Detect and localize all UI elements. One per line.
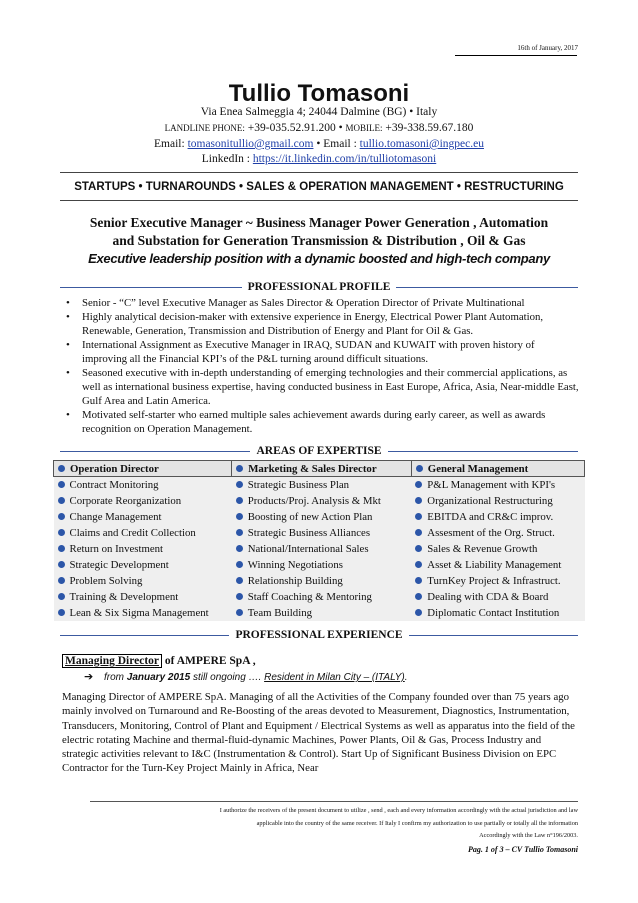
bullet-dot-icon: [58, 577, 65, 584]
table-cell: Return on Investment: [54, 541, 232, 557]
bullet-dot-icon: [58, 497, 65, 504]
table-row: [54, 573, 585, 589]
section-title-experience: [60, 627, 578, 643]
bullet-dot-icon: [415, 481, 422, 488]
document-date: 16th of January, 2017: [517, 44, 578, 52]
job-from-prefix: from: [104, 672, 124, 683]
bullet-dot-icon: [415, 545, 422, 552]
header-general-management: General Management: [411, 461, 584, 477]
bullet-dot-icon: [58, 465, 65, 472]
bullet-dot-icon: [58, 545, 65, 552]
table-cell: Contract Monitoring: [54, 477, 232, 494]
bullet-dot-icon: [58, 593, 65, 600]
section-rule-right: [409, 635, 578, 636]
table-header-row: [54, 461, 585, 477]
bullet-dot-icon: [415, 513, 422, 520]
table-cell: Relationship Building: [232, 573, 412, 589]
table-row: [54, 605, 585, 621]
footer-disclaimer: [108, 805, 578, 843]
list-item: • Seasoned executive with in-depth understanding of emerging technologies and their commercial applications, as well as international business expertise, having conducted business in East Europe, Africa, Asia, Near-middle East, Gulf Area and Latin America.: [82, 366, 580, 408]
email2-label: Email :: [323, 138, 357, 150]
table-cell: Boosting of new Action Plan: [232, 509, 412, 525]
list-item: • Highly analytical decision-maker with extensive experience in Energy, Electrical Power Plant Automation, Renewable, Generation, Transmission and Distribution of Energy and Plant for Oil & Gas.: [82, 310, 580, 338]
footer-line: applicable into the country of the same receiver. If Italy I confirm my authorization to use partially or totally all the information: [256, 819, 578, 827]
bullet-dot-icon: [236, 561, 243, 568]
date-underline: [455, 55, 577, 56]
phone-line: LANDLINE PHONE: +39-035.52.91.200 • MOBILE: +39-338.59.67.180: [164, 122, 474, 134]
arrow-right-icon: ➔: [84, 671, 94, 683]
table-cell: Staff Coaching & Mentoring: [232, 589, 412, 605]
header-marketing-sales: Marketing & Sales Director: [232, 461, 412, 477]
bullet-dot-icon: [236, 593, 243, 600]
job-role: Managing Director: [62, 654, 162, 668]
table-cell: P&L Management with KPI's: [411, 477, 584, 494]
table-cell: Corporate Reorganization: [54, 493, 232, 509]
footer-line: I authorize the receivers of the present document to utilize , send , each and every information accordingly with the actual jurisdiction and law: [219, 807, 578, 814]
section-label: PROFESSIONAL EXPERIENCE: [235, 629, 403, 641]
table-cell: Products/Proj. Analysis & Mkt: [232, 493, 412, 509]
bullet-dot-icon: [415, 561, 422, 568]
bullet-dot-icon: [236, 545, 243, 552]
headline-line-2: and Substation for Generation Transmission & Distribution , Oil & Gas: [112, 233, 526, 248]
linkedin-label: LinkedIn :: [201, 153, 250, 165]
bullet-dot-icon: [236, 513, 243, 520]
bullet-dot-icon: [236, 497, 243, 504]
table-row: [54, 557, 585, 573]
bullet-dot-icon: [416, 465, 423, 472]
bullet-dot-icon: [58, 609, 65, 616]
tagline-bottom-rule: [60, 200, 578, 201]
section-rule-left: [60, 287, 242, 288]
job-from-date: January 2015: [126, 672, 191, 683]
page-number: Pag. 1 of 3 – CV Tullio Tomasoni: [468, 845, 578, 854]
table-cell: Training & Development: [54, 589, 232, 605]
profile-list: [64, 296, 580, 436]
email-line: Email: tomasonitullio@gmail.com • Email : tullio.tomasoni@ingpec.eu: [154, 138, 484, 150]
linkedin-link[interactable]: https://it.linkedin.com/in/tulliotomasoni: [252, 153, 437, 165]
bullet-dot-icon: [415, 577, 422, 584]
table-row: [54, 493, 585, 509]
linkedin-line: [0, 153, 638, 165]
bullet-dot-icon: [58, 513, 65, 520]
table-cell: Strategic Business Plan: [232, 477, 412, 494]
headline-line-3: Executive leadership position with a dynamic boosted and high-tech company: [88, 251, 550, 266]
section-rule-right: [396, 287, 578, 288]
table-cell: Claims and Credit Collection: [54, 525, 232, 541]
section-rule-left: [60, 451, 250, 452]
bullet-dot-icon: [236, 481, 243, 488]
job-location: Resident in Milan City – (ITALY): [264, 672, 405, 683]
bullet-dot-icon: [58, 561, 65, 568]
table-cell: EBITDA and CR&C improv.: [411, 509, 584, 525]
table-cell: Assesment of the Org. Struct.: [411, 525, 584, 541]
section-title-profile: [60, 279, 578, 295]
footer-rule: [90, 801, 578, 802]
section-rule-right: [388, 451, 578, 452]
job-description: Managing Director of AMPERE SpA. Managing of all the Activities of the Company founded over than 75 years ago mainly involved on Turnaround and Re-Boosting of the areas devoted to Measurement, Diagnostics, Instrumentation, Transducers, Monitoring, Control of Plant and Equipment / Electrical Systems as well as apparatus into the field of the electric rotating Machine and thermal-fluid-dynamic Machines, Power Plants, Oil & Gas, Process Industry and strategic activities relevant to I&C (Instrumentation & Control). Start Up of Significant Business Division on EPC Contractor for the Turn-Key Project Mainly in Africa, Near: [62, 691, 575, 775]
table-row: [54, 509, 585, 525]
table-cell: TurnKey Project & Infrastruct.: [411, 573, 584, 589]
list-item: • Senior - “C” level Executive Manager as Sales Director & Operation Director of Private Multinational: [82, 296, 580, 310]
section-label: AREAS OF EXPERTISE: [256, 445, 382, 457]
table-cell: Winning Negotiations: [232, 557, 412, 573]
job-title: [62, 655, 256, 667]
table-row: [54, 477, 585, 494]
job-from-status: still ongoing ….: [192, 672, 262, 683]
table-cell: Organizational Restructuring: [411, 493, 584, 509]
mobile-label: MOBILE:: [345, 123, 383, 133]
header-operation-director: Operation Director: [54, 461, 232, 477]
table-cell: Problem Solving: [54, 573, 232, 589]
table-cell: Dealing with CDA & Board: [411, 589, 584, 605]
tagline-top-rule: [60, 172, 578, 173]
landline-number: +39-035.52.91.200: [247, 122, 336, 134]
bullet-dot-icon: [236, 609, 243, 616]
bullet-dot-icon: [415, 529, 422, 536]
table-cell: Diplomatic Contact Institution: [411, 605, 584, 621]
expertise-table: [53, 460, 585, 621]
table-row: [54, 541, 585, 557]
email-label: Email:: [154, 138, 185, 150]
email-link-primary[interactable]: tomasonitullio@gmail.com: [187, 138, 314, 150]
bullet-dot-icon: [415, 593, 422, 600]
table-cell: Lean & Six Sigma Management: [54, 605, 232, 621]
footer-line: Accordingly with the Law n°196/2003.: [479, 832, 578, 839]
section-title-expertise: [60, 443, 578, 459]
table-cell: National/International Sales: [232, 541, 412, 557]
job-period: ➔ from January 2015 still ongoing …. Resident in Milan City – (ITALY).: [84, 671, 408, 683]
table-cell: Strategic Development: [54, 557, 232, 573]
table-cell: Strategic Business Alliances: [232, 525, 412, 541]
section-label: PROFESSIONAL PROFILE: [247, 281, 391, 293]
list-item: • Motivated self-starter who earned multiple sales achievement awards during early career, as well as awards recognition on Operation Management.: [82, 408, 580, 436]
table-cell: Sales & Revenue Growth: [411, 541, 584, 557]
bullet-dot-icon: [236, 465, 243, 472]
candidate-name: Tullio Tomasoni: [228, 80, 410, 107]
table-cell: Team Building: [232, 605, 412, 621]
section-rule-left: [60, 635, 229, 636]
table-row: [54, 525, 585, 541]
bullet-dot-icon: [415, 609, 422, 616]
table-cell: Asset & Liability Management: [411, 557, 584, 573]
landline-label: LANDLINE PHONE:: [164, 123, 245, 133]
bullet-dot-icon: [236, 577, 243, 584]
mobile-number: +39-338.59.67.180: [385, 122, 474, 134]
email-link-pec[interactable]: tullio.tomasoni@ingpec.eu: [359, 138, 484, 150]
bullet-dot-icon: [236, 529, 243, 536]
job-company: of AMPERE SpA ,: [164, 655, 256, 667]
table-cell: Change Management: [54, 509, 232, 525]
list-item: • International Assignment as Executive Manager in IRAQ, SUDAN and KUWAIT with proven history of improving all the Financial KPI’s of the P&L turning around difficult situations.: [82, 338, 580, 366]
address: Via Enea Salmeggia 4; 24044 Dalmine (BG) • Italy: [200, 106, 438, 118]
headline-line-1: Senior Executive Manager ~ Business Manager Power Generation , Automation: [89, 215, 549, 230]
bullet-dot-icon: [58, 529, 65, 536]
tagline: STARTUPS • TURNAROUNDS • SALES & OPERATION MANAGEMENT • RESTRUCTURING: [74, 181, 564, 193]
table-row: [54, 589, 585, 605]
bullet-dot-icon: [58, 481, 65, 488]
bullet-dot-icon: [415, 497, 422, 504]
